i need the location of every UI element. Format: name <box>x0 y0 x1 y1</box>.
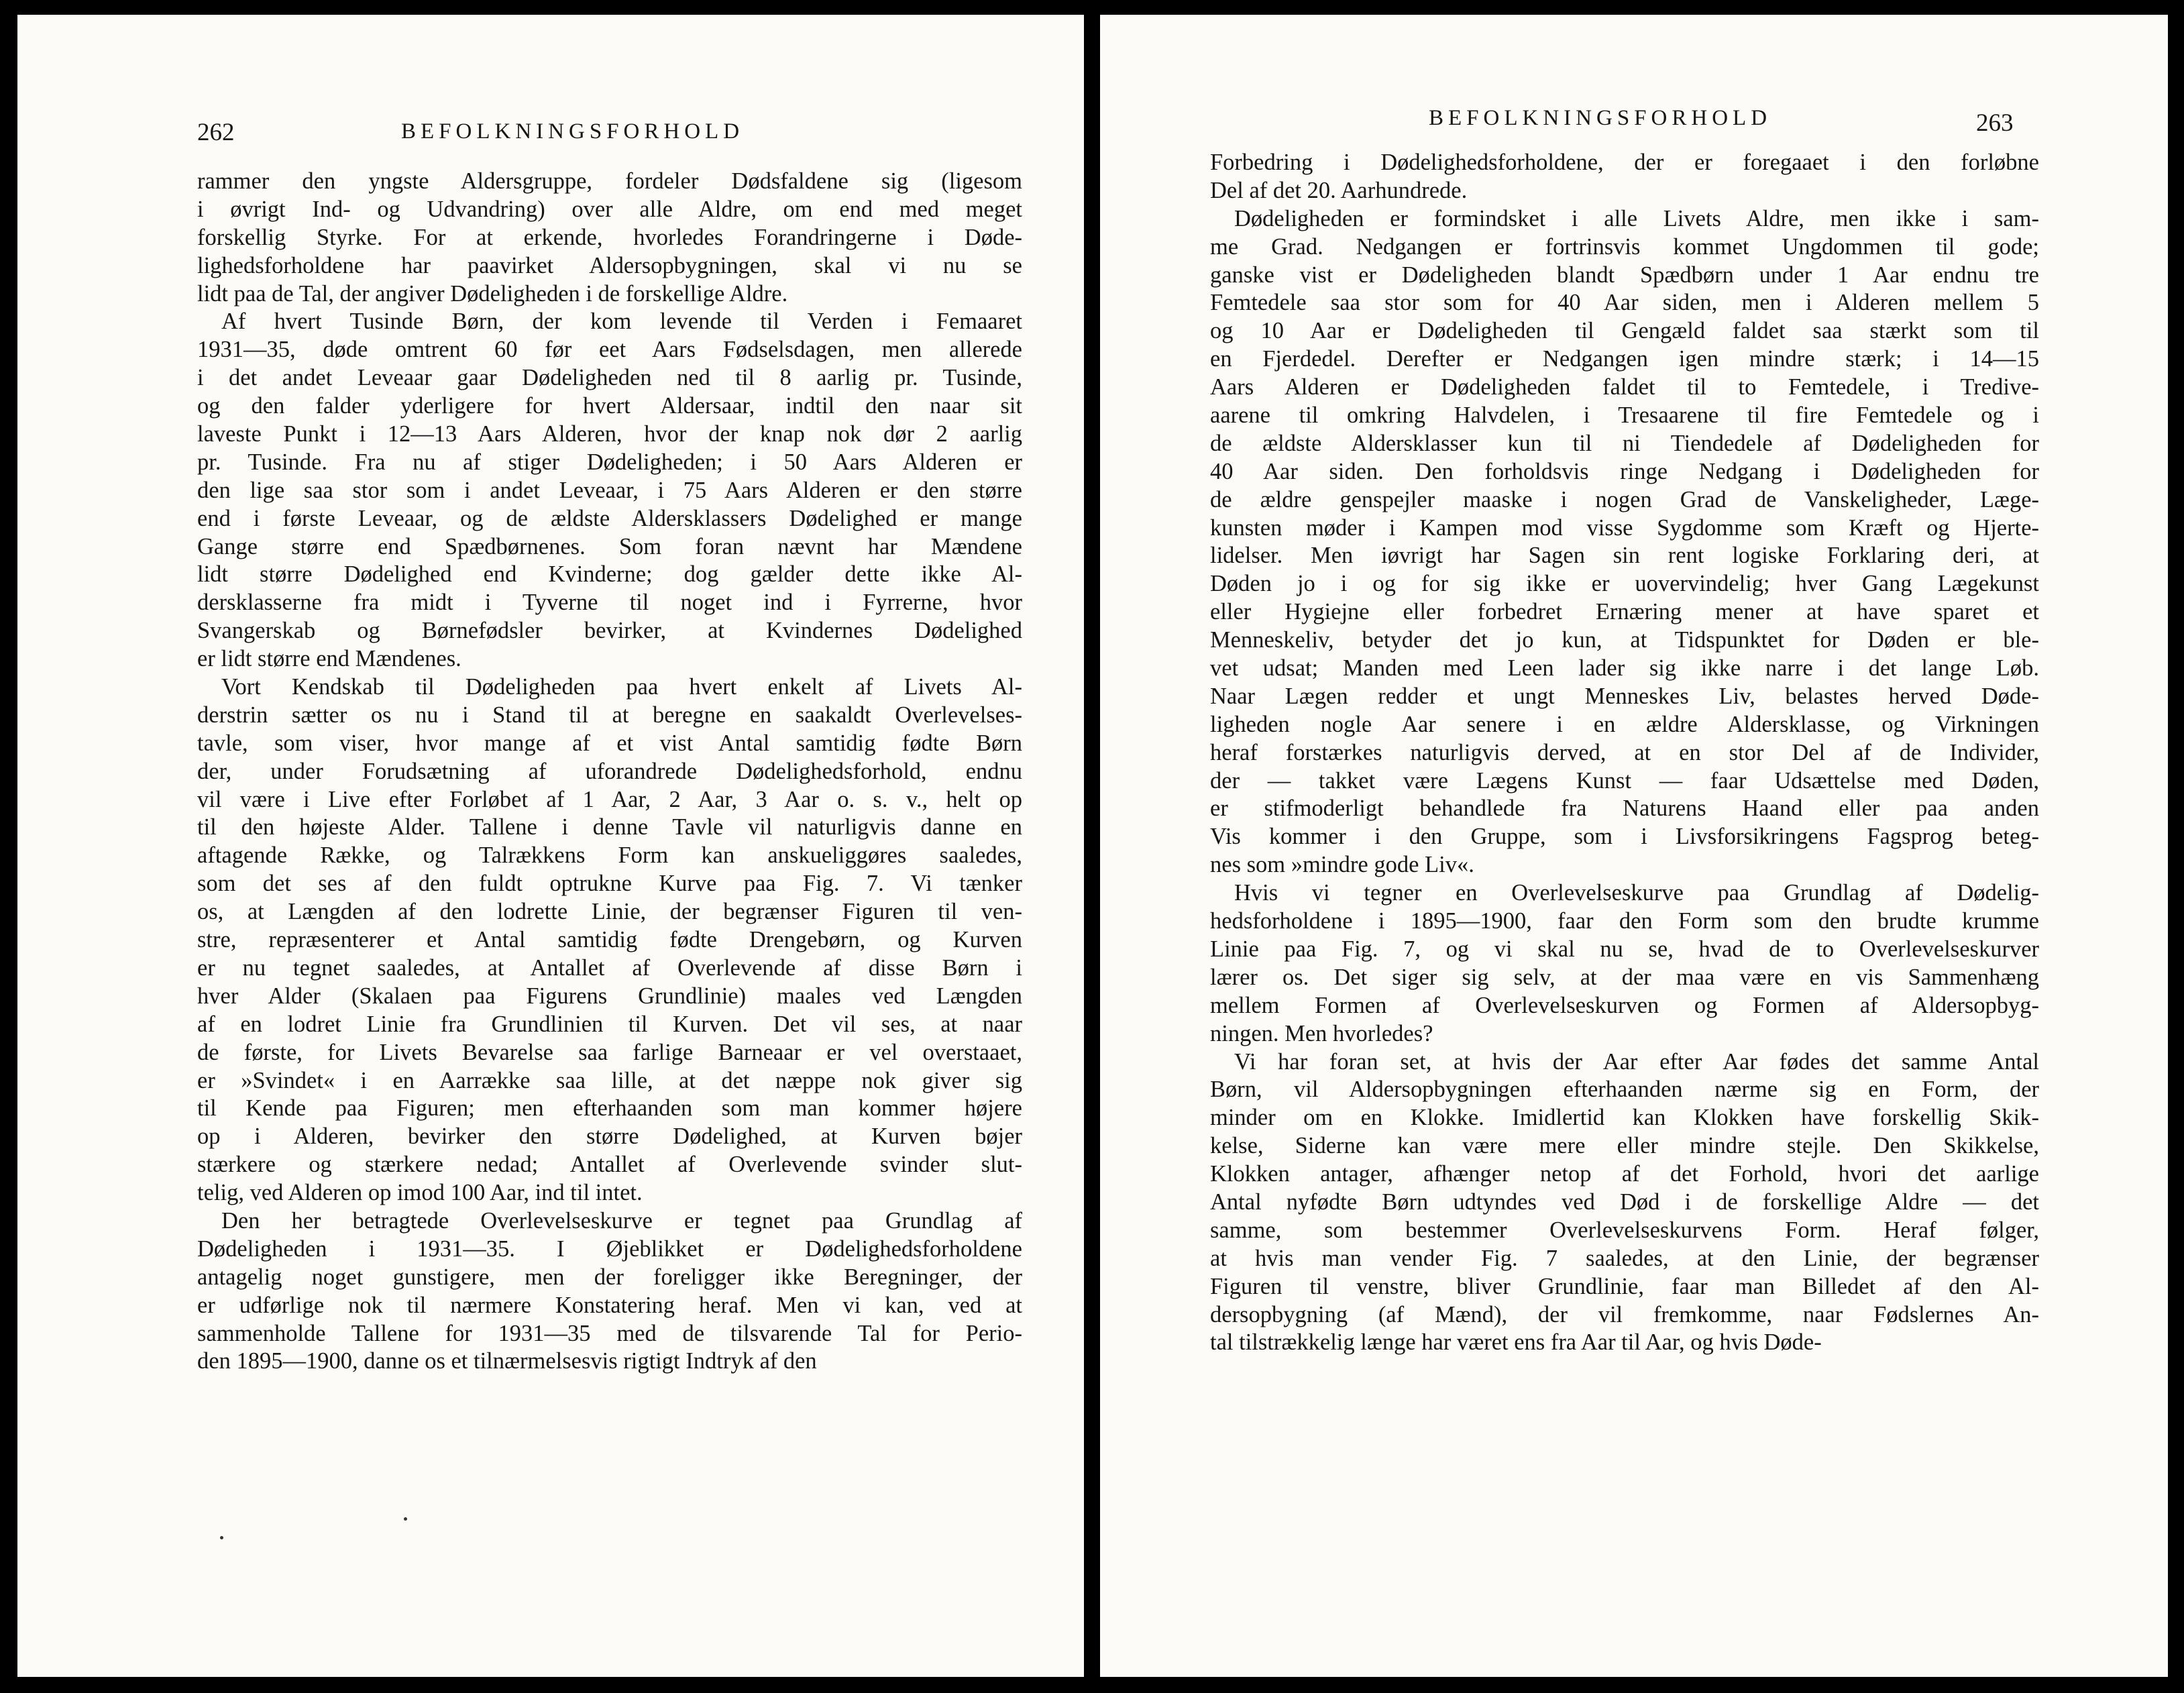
text-line: aarene til omkring Halvdelen, i Tresaarene til fire Femtedele og i <box>1210 402 2039 429</box>
text-line: 1931—35, døde omtrent 60 før eet Aars Fødselsdagen, men allerede <box>197 337 1022 363</box>
text-line: Femtedele saa stor som for 40 Aar siden, men i Alderen mellem 5 <box>1210 290 2039 316</box>
text-line: antagelig noget gunstigere, men der foreligger ikke Beregninger, der <box>197 1264 1022 1290</box>
text-line: Del af det 20. Aarhundrede. <box>1210 177 1468 203</box>
text-line: hedsforholdene i 1895—1900, faar den Form som den brudte krumme <box>1210 908 2039 934</box>
text-line: stærkere og stærkere nedad; Antallet af Overlevende svinder slut- <box>197 1152 1022 1178</box>
text-line: vil være i Live efter Forløbet af 1 Aar, 2 Aar, 3 Aar o. s. v., helt op <box>197 786 1022 812</box>
text-line: kelse, Siderne kan være mere eller mindre stejle. Den Skikkelse, <box>1210 1133 2039 1159</box>
text-line: forskellig Styrke. For at erkende, hvorledes Forandringerne i Døde- <box>197 224 1022 250</box>
text-line: end i første Leveaar, og de ældste Aldersklassers Dødelighed er mange <box>197 505 1022 531</box>
text-line: der — takket være Lægens Kunst — faar Udsættelse med Døden, <box>1210 767 2039 794</box>
text-line: stre, repræsenterer et Antal samtidig fødte Drengebørn, og Kurven <box>197 927 1022 953</box>
paragraph <box>197 308 1022 673</box>
text-line: vet udsat; Manden med Leen lader sig ikke narre i det lange Løb. <box>1210 655 2039 681</box>
print-speck <box>220 1536 223 1539</box>
text-line: er udførlige nok til nærmere Konstatering heraf. Men vi kan, ved at <box>197 1292 1022 1318</box>
text-line: til Kende paa Figuren; men efterhaanden som man kommer højere <box>197 1095 1022 1122</box>
text-line: er »Svindet« i en Aarrække saa lille, at det næppe nok giver sig <box>197 1067 1022 1093</box>
text-line: heraf forstærkes naturligvis derved, at en stor Del af de Individer, <box>1210 739 2039 765</box>
text-line: af en lodret Linie fra Grundlinien til Kurven. Det vil ses, at naar <box>197 1011 1022 1037</box>
text-line: de første, for Livets Bevarelse saa farlige Barneaar er vel overstaaet, <box>197 1039 1022 1065</box>
text-line: Naar Lægen redder et ungt Menneskes Liv, belastes herved Døde- <box>1210 683 2039 709</box>
text-line: Den her betragtede Overlevelseskurve er tegnet paa Grundlag af <box>221 1207 1022 1234</box>
text-line: hver Alder (Skalaen paa Figurens Grundlinie) maales ved Længden <box>197 983 1022 1009</box>
text-line: i øvrigt Ind- og Udvandring) over alle Aldre, om end med meget <box>197 196 1022 222</box>
text-line: sammenholde Tallene for 1931—35 med de tilsvarende Tal for Perio- <box>197 1320 1022 1346</box>
left-page <box>17 15 1084 1677</box>
text-line: lærer os. Det siger sig selv, at der maa være en vis Sammenhæng <box>1210 964 2039 990</box>
text-line: Dødeligheden i 1931—35. I Øjeblikket er Dødelighedsforholdene <box>197 1236 1022 1262</box>
text-line: op i Alderen, bevirker den større Dødelighed, at Kurven bøjer <box>197 1124 1022 1150</box>
text-line: er lidt større end Mændenes. <box>197 646 461 672</box>
text-line: derstrin sætter os nu i Stand til at beregne en saakaldt Overlevelses- <box>197 702 1022 728</box>
text-line: tal tilstrækkelig længe har været ens fra Aar til Aar, og hvis Døde- <box>1210 1329 1822 1356</box>
text-line: er stifmoderligt behandlede fra Naturens Haand eller paa anden <box>1210 796 2039 822</box>
text-line: me Grad. Nedgangen er fortrinsvis kommet Ungdommen til gode; <box>1210 233 2039 260</box>
text-line: os, at Længden af den lodrette Linie, der begrænser Figuren til ven- <box>197 899 1022 925</box>
text-line: dersopbygning (af Mænd), der vil fremkomme, naar Fødslernes An- <box>1210 1301 2039 1327</box>
text-line: der, under Forudsætning af uforandrede Dødelighedsforhold, endnu <box>197 758 1022 784</box>
right-page <box>1100 15 2168 1677</box>
text-line: Vi har foran set, at hvis der Aar efter Aar fødes det samme Antal <box>1234 1048 2039 1075</box>
text-line: Af hvert Tusinde Børn, der kom levende til Verden i Femaaret <box>221 309 1022 335</box>
text-line: Antal nyfødte Børn udtyndes ved Død i de forskellige Aldre — det <box>1210 1189 2039 1215</box>
text-line: lighedsforholdene har paavirket Aldersopbygningen, skal vi nu se <box>197 252 1022 278</box>
text-line: Hvis vi tegner en Overlevelseskurve paa Grundlag af Dødelig- <box>1234 880 2039 906</box>
text-line: laveste Punkt i 12—13 Aars Alderen, hvor der knap nok dør 2 aarlig <box>197 421 1022 447</box>
text-line: at hvis man vender Fig. 7 saaledes, at den Linie, der begrænser <box>1210 1245 2039 1271</box>
text-line: Linie paa Fig. 7, og vi skal nu se, hvad de to Overlevelseskurver <box>1210 936 2039 962</box>
text-line: 40 Aar siden. Den forholdsvis ringe Nedgang i Dødeligheden for <box>1210 458 2039 484</box>
text-line: de ældste Aldersklasser kun til ni Tiendedele af Dødeligheden for <box>1210 430 2039 456</box>
text-line: aftagende Række, og Talrækkens Form kan anskueliggøres saaledes, <box>197 842 1022 869</box>
text-line: minder om en Klokke. Imidlertid kan Klokken have forskellig Skik- <box>1210 1105 2039 1131</box>
text-line: lidelser. Men iøvrigt har Sagen sin rent logiske Forklaring deri, at <box>1210 543 2039 569</box>
text-line: Figuren til venstre, bliver Grundlinie, faar man Billedet af den Al- <box>1210 1273 2039 1299</box>
text-line: Døden jo i og for sig ikke er uovervindelig; hver Gang Lægekunst <box>1210 571 2039 597</box>
text-line: samme, som bestemmer Overlevelseskurvens Form. Heraf følger, <box>1210 1217 2039 1243</box>
paragraph <box>1210 205 2039 879</box>
text-line: mellem Formen af Overlevelseskurven og Formen af Aldersopbyg- <box>1210 992 2039 1018</box>
text-line: eller Hygiejne eller forbedret Ernæring mener at have sparet et <box>1210 599 2039 625</box>
text-line: Børn, vil Aldersopbygningen efterhaanden nærme sig en Form, der <box>1210 1077 2039 1103</box>
text-line: og 10 Aar er Dødeligheden til Gengæld faldet saa stærkt som til <box>1210 318 2039 344</box>
text-line: Gange større end Spædbørnenes. Som foran nævnt har Mændene <box>197 533 1022 559</box>
text-line: ganske vist er Dødeligheden blandt Spædbørn under 1 Aar endnu tre <box>1210 262 2039 288</box>
text-line: Forbedring i Dødelighedsforholdene, der er foregaaet i den forløbne <box>1210 150 2039 175</box>
print-speck <box>404 1517 407 1521</box>
running-head: BEFOLKNINGSFORHOLD <box>1429 106 1772 130</box>
text-line: lidt paa de Tal, der angiver Dødeligheden i de forskellige Aldre. <box>197 280 788 307</box>
paragraph <box>1210 879 2039 1048</box>
text-line: rammer den yngste Aldersgruppe, fordeler Dødsfaldene sig (ligesom <box>197 168 1022 194</box>
text-line: en Fjerdedel. Derefter er Nedgangen igen mindre stærk; i 14—15 <box>1210 346 2039 372</box>
paragraph <box>197 673 1022 1207</box>
text-line: kunsten møder i Kampen mod visse Sygdomme som Kræft og Hjerte- <box>1210 514 2039 541</box>
text-line: og den falder yderligere for hvert Aldersaar, indtil den naar sit <box>197 393 1022 419</box>
text-line: Dødeligheden er formindsket i alle Livets Aldre, men ikke i sam- <box>1234 205 2039 231</box>
text-line: de ældre genspejler maaske i nogen Grad de Vanskeligheder, Læge- <box>1210 486 2039 512</box>
text-line: den lige saa stor som i andet Leveaar, i 75 Aars Alderen er den større <box>197 477 1022 503</box>
text-line: dersklasserne fra midt i Tyverne til noget ind i Fyrrerne, hvor <box>197 590 1022 616</box>
text-line: Vis kommer i den Gruppe, som i Livsforsikringens Fagsprog beteg- <box>1210 824 2039 850</box>
text-line: i det andet Leveaar gaar Dødeligheden ned til 8 aarlig pr. Tusinde, <box>197 365 1022 391</box>
page-number: 263 <box>1976 109 2014 137</box>
text-line: Svangerskab og Børnefødsler bevirker, at Kvindernes Dødelighed <box>197 618 1022 644</box>
text-line: Aars Alderen er Dødeligheden faldet til to Femtedele, i Tredive- <box>1210 374 2039 400</box>
page-number: 262 <box>197 119 235 146</box>
paragraph <box>1210 1048 2039 1358</box>
body-text <box>1210 149 2039 1357</box>
paragraph <box>1210 149 2039 205</box>
text-line: er nu tegnet saaledes, at Antallet af Overlevende af disse Børn i <box>197 954 1022 981</box>
body-text <box>197 168 1022 1376</box>
paragraph <box>197 1207 1022 1376</box>
text-line: til den højeste Alder. Tallene i denne Tavle vil naturligvis danne en <box>197 814 1022 840</box>
text-line: lidt større Dødelighed end Kvinderne; dog gælder dette ikke Al- <box>197 561 1022 588</box>
running-head: BEFOLKNINGSFORHOLD <box>401 119 745 144</box>
text-line: ligheden nogle Aar senere i en ældre Aldersklasse, og Virkningen <box>1210 711 2039 737</box>
text-line: telig, ved Alderen op imod 100 Aar, ind til intet. <box>197 1180 643 1206</box>
text-line: Menneskeliv, betyder det jo kun, at Tidspunktet for Døden er ble- <box>1210 627 2039 653</box>
text-line: tavle, som viser, hvor mange af et vist Antal samtidig fødte Børn <box>197 730 1022 756</box>
text-line: pr. Tusinde. Fra nu af stiger Dødeligheden; i 50 Aars Alderen er <box>197 449 1022 475</box>
text-line: som det ses af den fuldt optrukne Kurve paa Fig. 7. Vi tænker <box>197 871 1022 897</box>
text-line: ningen. Men hvorledes? <box>1210 1020 1433 1046</box>
text-line: Klokken antager, afhænger netop af det Forhold, hvori det aarlige <box>1210 1161 2039 1187</box>
text-line: nes som »mindre gode Liv«. <box>1210 852 1474 878</box>
text-line: Vort Kendskab til Dødeligheden paa hvert enkelt af Livets Al- <box>221 674 1022 700</box>
paragraph <box>197 168 1022 308</box>
text-line: den 1895—1900, danne os et tilnærmelsesvis rigtigt Indtryk af den <box>197 1348 817 1374</box>
